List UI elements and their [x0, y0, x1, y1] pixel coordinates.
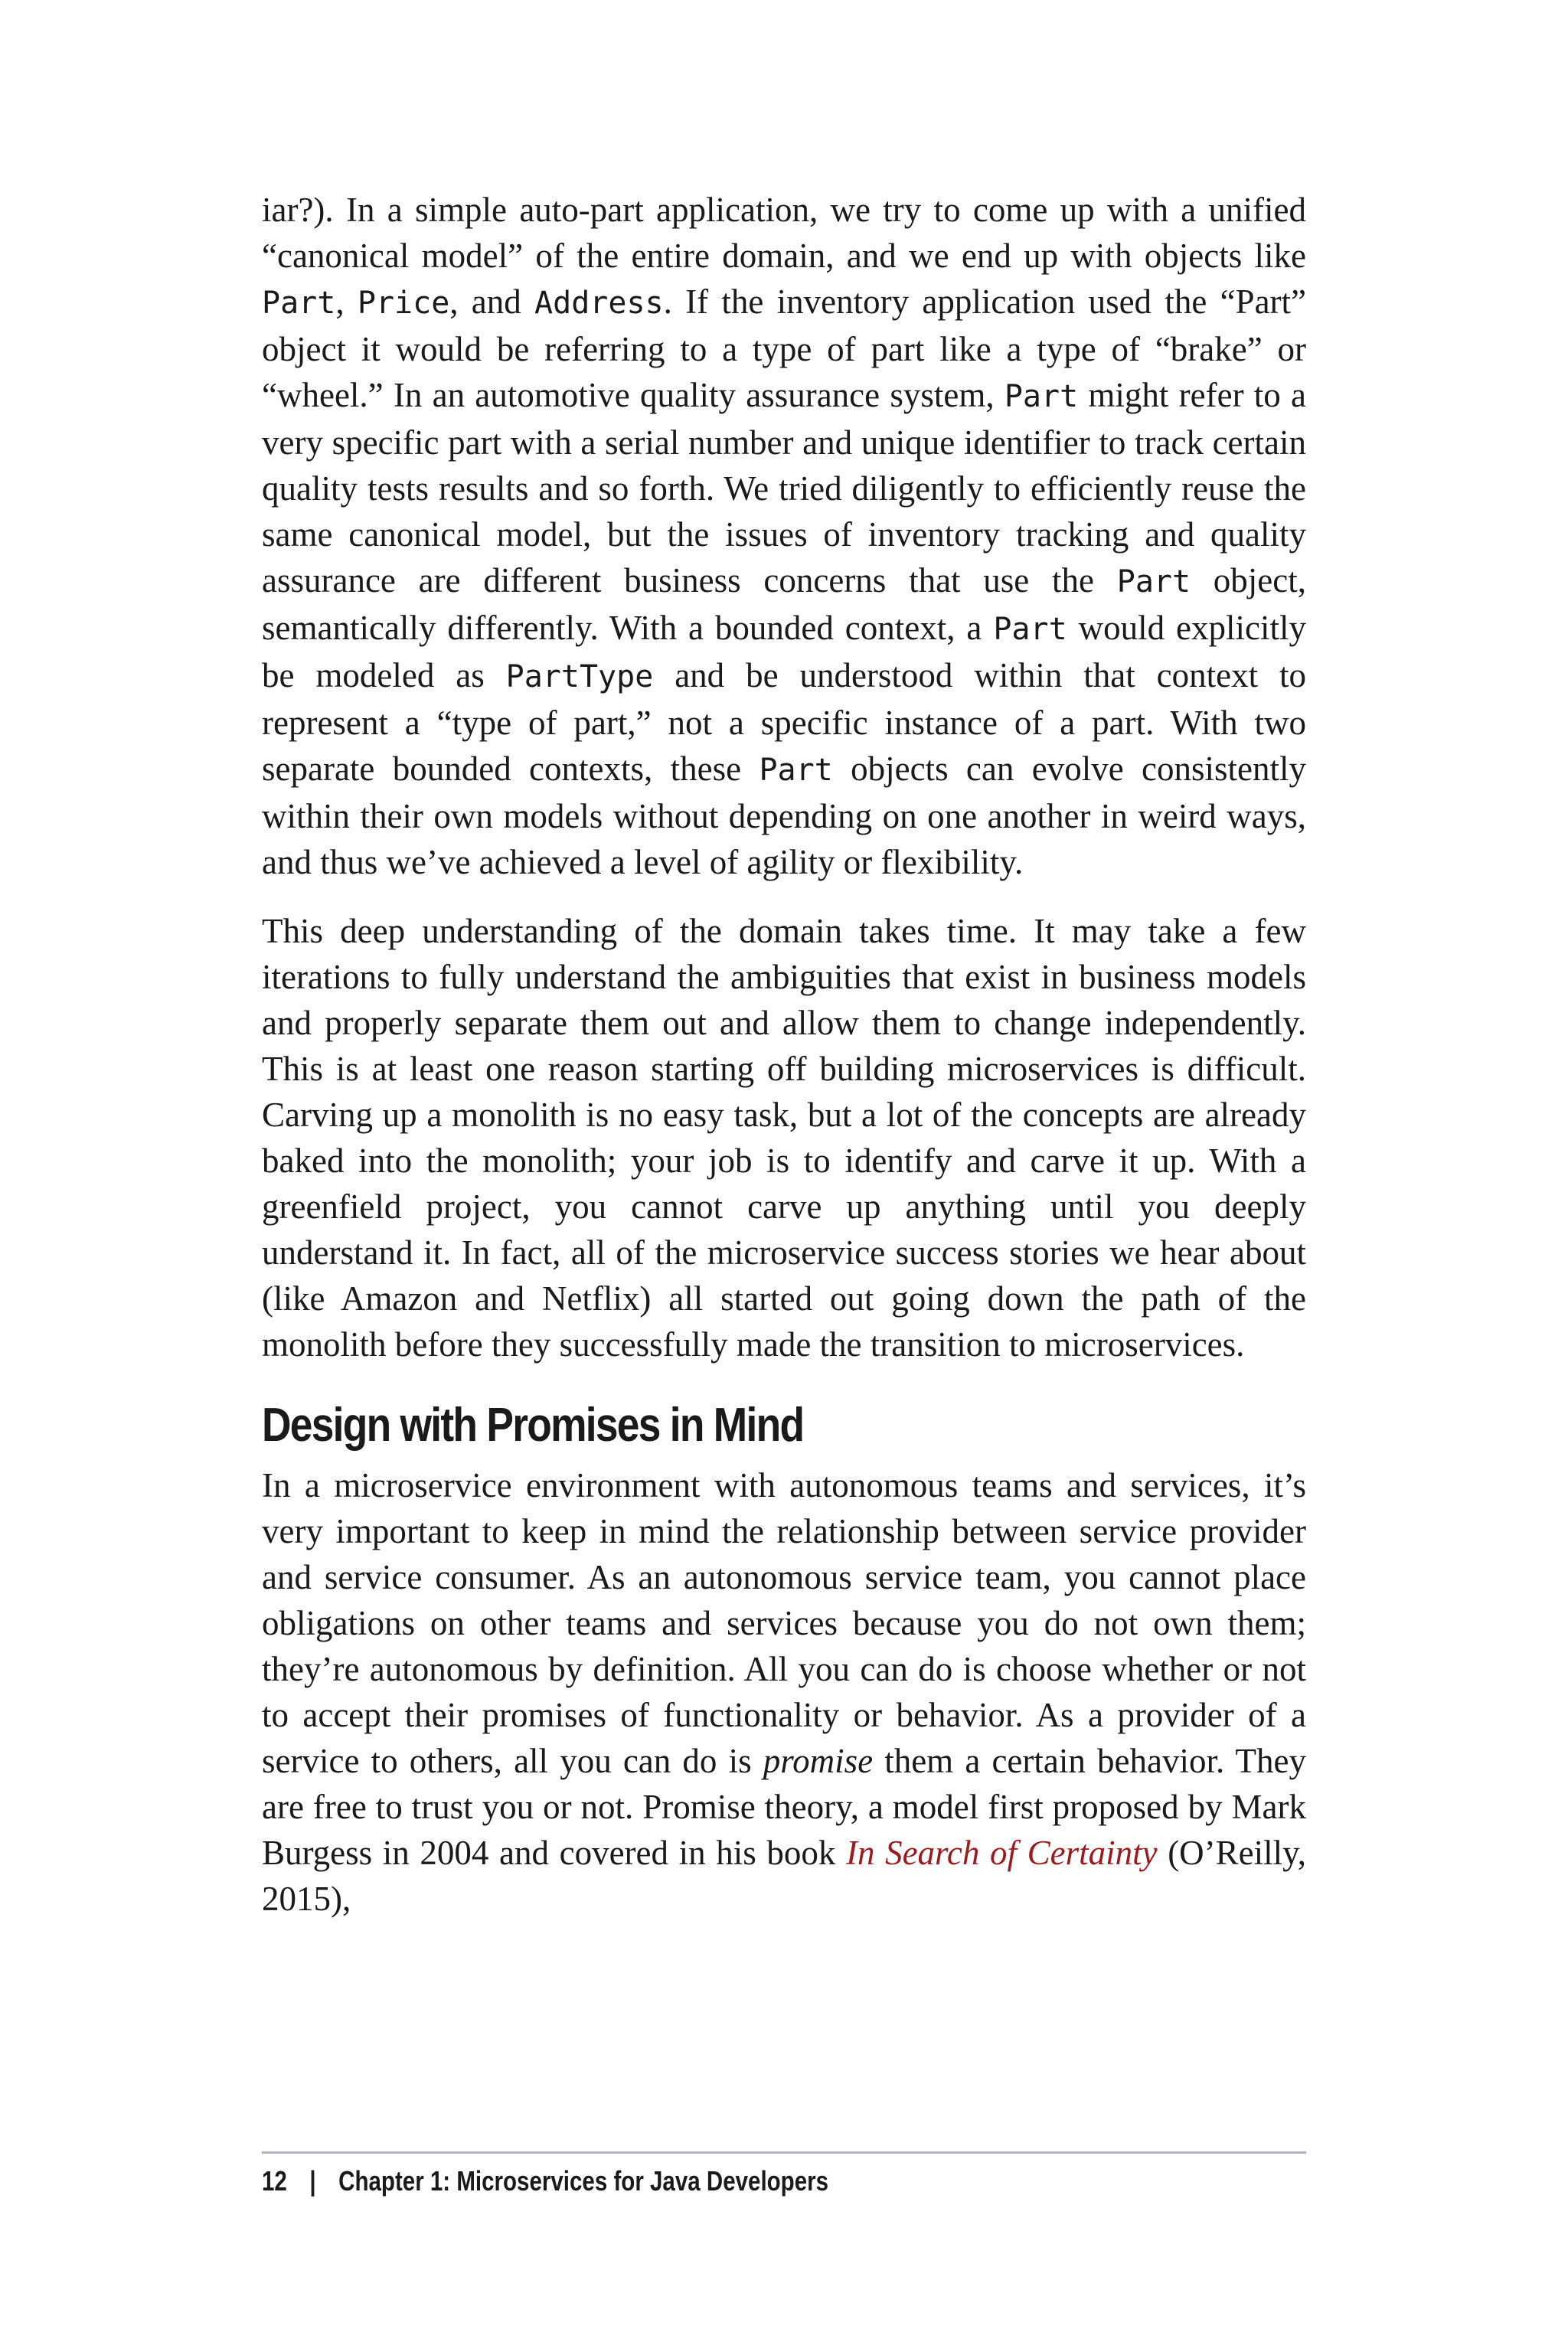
code-parttype: PartType	[505, 659, 654, 694]
code-part: Part	[993, 612, 1067, 647]
paragraph-domain-understanding: This deep understanding of the domain takes time. It may take a few iterations to fully understand the ambiguities that exist in business models and properly separate them out and allow them to change independently. This is at least one reason starting off building microservices is difficult. Carving up a monolith is no easy task, but a lot of the concepts are already baked into the monolith; your job is to identify and carve it up. With a greenfield project, you cannot carve up anything until you deeply understand it. In fact, all of the microservice success stories we hear about (like Amazon and Netflix) all started out going down the path of the monolith before they successfully made the transition to microservices.	[262, 912, 1306, 1364]
text-run: would explicitly be modeled as	[262, 609, 1306, 694]
code-part: Part	[262, 286, 336, 321]
text-run: In a microservice environment with autonomous teams and services, it’s very important to keep in mind the relationship between service provider and service consumer. As an autonomous service team, you cannot place obligations on other teams and services because you do not own them; they’re autonomous by definition. All you can do is choose whether or not to accept their promises of functionality or behavior. As a provider of a service to others, all you can do is	[262, 1466, 1306, 1780]
text-run: and be understood within that context to represent a “type of part,” not a specific instance of a part. With two separate bounded contexts, these	[262, 656, 1306, 788]
text-run: . If the inventory application used the “Part” object it would be referring to a type of part like a type of “brake” or “wheel.” In an automotive quality assurance system,	[262, 283, 1307, 414]
section-heading: Design with Promises in Mind	[262, 1399, 804, 1452]
paragraph-promises	[262, 1462, 1306, 1922]
emphasis-promise: promise	[763, 1742, 874, 1780]
footer-separator: |	[309, 2165, 316, 2197]
text-run: , and	[449, 283, 535, 321]
book-link-in-search-of-certainty[interactable]: In Search of Certainty	[845, 1834, 1158, 1872]
footer-line	[262, 2164, 1118, 2198]
text-run: them a certain behavior. They are free to trust you or not. Promise theory, a model first proposed by Mark Burgess in 2004 and covered in his book	[262, 1742, 1306, 1872]
text-run: iar?). In a simple auto-part application, we try to come up with a unified “canonical model” of the entire domain, and we end up with objects like	[262, 191, 1306, 275]
text-run: object, semantically differently. With a bounded context, a	[262, 561, 1307, 647]
paragraph-bounded-context	[262, 187, 1306, 885]
text-run: might refer to a very specific part with a serial number and unique identifier to track certain quality tests results and so forth. We tried diligently to efficiently reuse the same canonical model, but the issues of inventory tracking and quality assurance are different business concerns that use the	[262, 376, 1306, 599]
page-footer	[262, 2151, 1306, 2198]
chapter-title: Chapter 1: Microservices for Java Developers	[338, 2165, 829, 2197]
text-run: objects can evolve consistently within their own models without depending on one another in weird ways, and thus we’ve achieved a level of agility or flexibility.	[262, 750, 1306, 881]
page-number: 12	[262, 2165, 287, 2197]
page-content	[262, 187, 1306, 1945]
text-run: (O’Reilly, 2015),	[262, 1834, 1306, 1918]
code-price: Price	[357, 286, 450, 321]
code-part: Part	[759, 753, 833, 788]
code-address: Address	[534, 286, 664, 321]
text-run: ,	[335, 283, 358, 321]
code-part: Part	[1116, 564, 1191, 599]
code-part: Part	[1004, 379, 1079, 414]
footer-rule	[262, 2151, 1306, 2154]
